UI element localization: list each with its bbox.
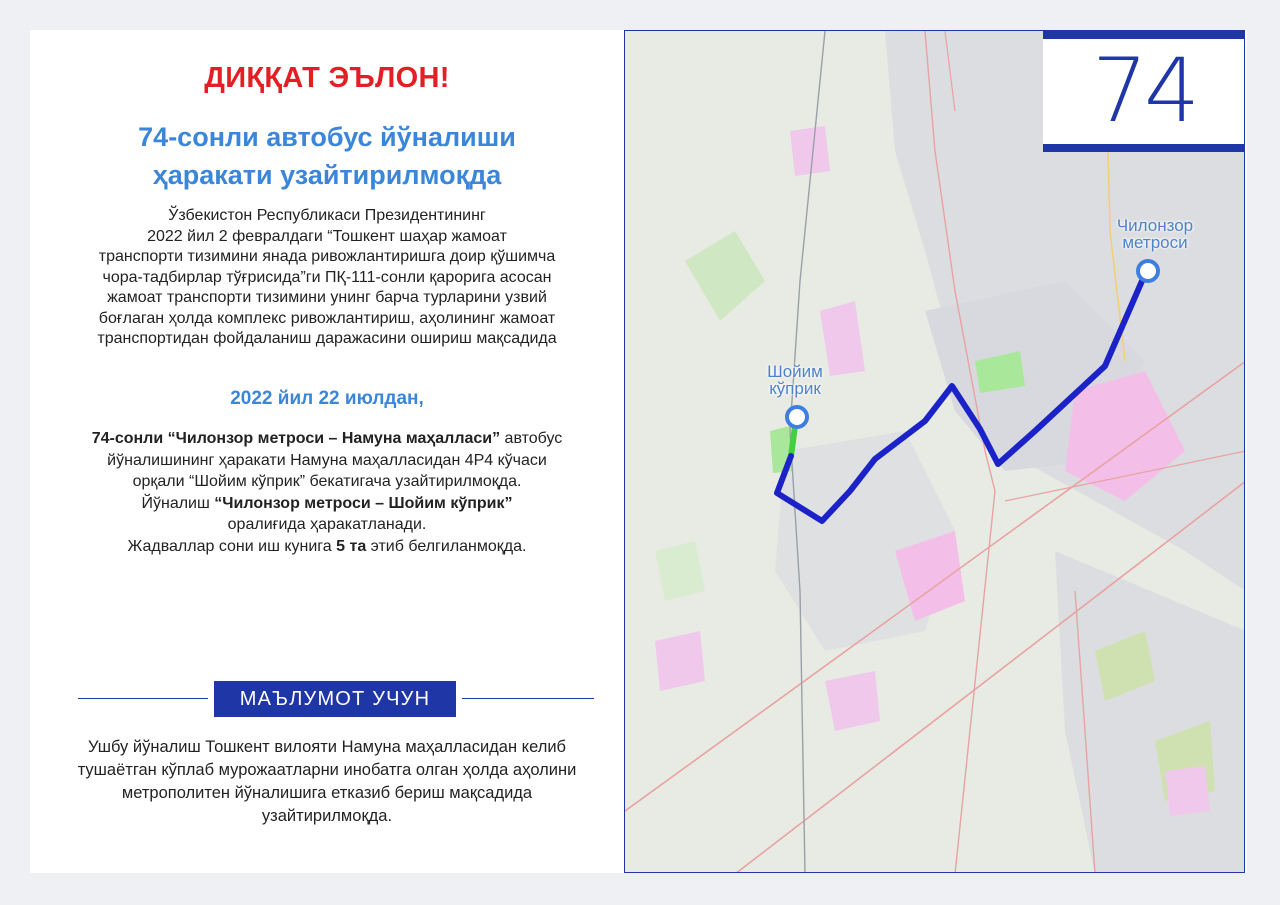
alert-title: ДИҚҚАТ ЭЪЛОН! xyxy=(204,62,450,94)
intro-line: боғлаган ҳолда комплекс ривожлантириш, аҳолининг жамоат xyxy=(98,309,556,327)
info-paragraph xyxy=(50,736,604,828)
intro-line: 2022 йил 2 февралдаги “Тошкент шаҳар жамоат xyxy=(147,227,507,245)
route-line-1-text: автобус xyxy=(500,430,563,447)
new-route-bold: “Чилонзор метроси – Шойим кўприк” xyxy=(214,494,513,512)
info-line: узайтирилмоқда. xyxy=(261,807,393,825)
route-number-box xyxy=(1043,31,1245,152)
route-number-bottom-bar xyxy=(1043,144,1245,152)
stop-label-line: метроси xyxy=(1122,233,1188,252)
intro-line: жамоат транспорти тизимини унинг барча турларини узвий xyxy=(107,289,547,306)
schedule-suffix: этиб белгиланмоқда. xyxy=(366,537,527,555)
divider-right xyxy=(462,698,594,699)
route-name-bold: 74-сонли “Чилонзор метроси – Намуна маҳалласи” xyxy=(91,430,501,447)
route-number-top-bar xyxy=(1043,31,1245,39)
announcement-panel xyxy=(30,30,624,873)
stop-label-line: Шойим xyxy=(767,362,823,381)
stop-label-shoyim xyxy=(740,363,850,397)
intro-line: транспорти тизимини янада ривожлантиришга доир қўшимча xyxy=(98,248,556,265)
headline-line-1: 74-сонли автобус йўналиши xyxy=(138,122,516,152)
route-line-5: оралиғида ҳаракатланади. xyxy=(227,516,427,533)
schedule-line xyxy=(40,536,614,558)
divider-left xyxy=(78,698,208,699)
stop-label-chilonzor xyxy=(1080,217,1230,251)
route-line-1 xyxy=(40,428,614,450)
info-line: Ушбу йўналиш Тошкент вилояти Намуна маҳалласидан келиб xyxy=(87,738,567,756)
schedule-text: Жадваллар сони иш кунига xyxy=(127,537,337,555)
stop-shoyim-marker xyxy=(787,407,807,427)
intro-paragraph xyxy=(50,206,604,350)
route-map xyxy=(624,30,1245,873)
map-canvas xyxy=(625,31,1245,873)
info-line: тушаётган кўплаб мурожаатларни инобатга олган ҳолда аҳолини xyxy=(77,761,577,779)
stop-label-line: кўприк xyxy=(769,379,821,398)
intro-line: транспортидан фойдаланиш даражасини ошириш мақсадида xyxy=(97,330,557,347)
route-line-4-text: Йўналиш xyxy=(141,494,215,512)
schedule-count: 5 та xyxy=(336,537,367,555)
route-details xyxy=(40,428,614,557)
route-line-4 xyxy=(40,493,614,515)
stop-chilonzor-marker xyxy=(1138,261,1158,281)
info-line: метрополитен йўналишига етказиб бериш мақсадида xyxy=(121,784,533,802)
intro-line: чора-тадбирлар тўғрисида”ги ПҚ-111-сонли қарорига асосан xyxy=(102,268,552,286)
effective-date: 2022 йил 22 июлдан, xyxy=(230,388,424,409)
route-line-3: орқали “Шойим кўприк” бекатигача узайтирилмоқда. xyxy=(132,473,522,490)
intro-line: Ўзбекистон Республикаси Президентининг xyxy=(168,207,486,224)
info-badge: МАЪЛУМОТ УЧУН xyxy=(214,681,456,717)
headline-line-2: ҳаракати узайтирилмоқда xyxy=(152,160,502,190)
headline xyxy=(70,118,584,194)
route-number: 74 xyxy=(1092,39,1196,142)
route-line-2: йўналишининг ҳаракати Намуна маҳалласидан 4Р4 кўчаси xyxy=(107,451,547,469)
stop-label-line: Чилонзор xyxy=(1116,216,1194,235)
